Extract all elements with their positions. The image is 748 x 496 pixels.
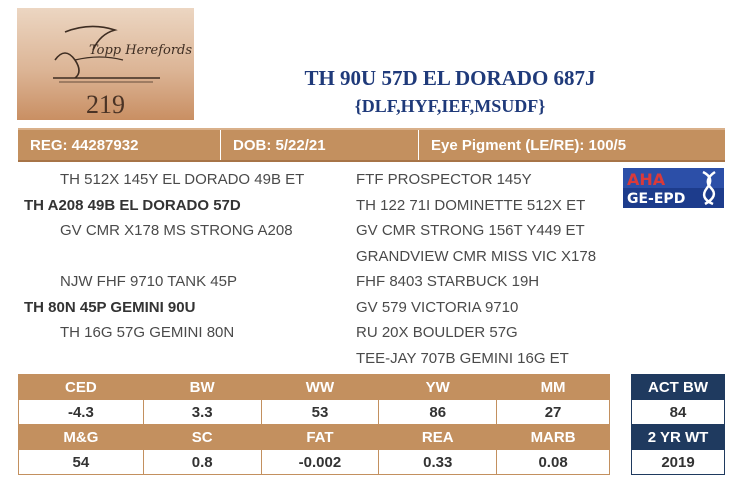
two-yr-wt-value: 2019 (632, 450, 725, 475)
pedigree-sire: TH A208 49B EL DORADO 57D (24, 197, 241, 214)
info-bar (18, 128, 725, 162)
epd-header-ww: WW (261, 375, 379, 400)
epd-value-ced: -4.3 (19, 400, 144, 425)
epd-header-mm: MM (497, 375, 610, 400)
pedigree-ggd-1: TH 122 71I DOMINETTE 512X ET (356, 197, 586, 214)
epd-value-rea: 0.33 (379, 450, 497, 475)
epd-value-marb: 0.08 (497, 450, 610, 475)
genetic-conditions: {DLF,HYF,IEF,MSUDF} (354, 96, 546, 116)
epd-header-mg: M&G (19, 425, 144, 450)
pedigree-dam-dam: TH 16G 57G GEMINI 80N (60, 324, 235, 341)
pedigree-ggd-3: GV 579 VICTORIA 9710 (356, 299, 519, 316)
pedigree-ggs-1: FTF PROSPECTOR 145Y (356, 171, 532, 188)
pedigree-ggd-2: GRANDVIEW CMR MISS VIC X178 (356, 248, 597, 265)
animal-name: TH 90U 57D EL DORADO 687J (304, 66, 596, 90)
topp-herefords-logo (45, 20, 193, 90)
logo-text: Topp Herefords (89, 43, 193, 58)
epd-header-fat: FAT (261, 425, 379, 450)
epd-value-bw: 3.3 (143, 400, 261, 425)
epd-value-fat: -0.002 (261, 450, 379, 475)
actual-weights-table (631, 374, 725, 475)
act-bw-label: ACT BW (632, 375, 725, 400)
epd-header-marb: MARB (497, 425, 610, 450)
logo-block (17, 8, 194, 120)
epd-header-sc: SC (143, 425, 261, 450)
dob: DOB: 5/22/21 (220, 130, 418, 160)
aha-ge-epd-badge (623, 168, 724, 208)
epd-value-sc: 0.8 (143, 450, 261, 475)
act-bw-value: 84 (632, 400, 725, 425)
pedigree-sire-sire: TH 512X 145Y EL DORADO 49B ET (60, 171, 305, 188)
svg-text:AHA: AHA (627, 170, 666, 189)
epd-table (18, 374, 610, 475)
epd-header-rea: REA (379, 425, 497, 450)
epd-header-yw: YW (379, 375, 497, 400)
epd-value-mg: 54 (19, 450, 144, 475)
pedigree-dam-sire: NJW FHF 9710 TANK 45P (60, 273, 237, 290)
epd-header-bw: BW (143, 375, 261, 400)
epd-value-yw: 86 (379, 400, 497, 425)
epd-value-mm: 27 (497, 400, 610, 425)
reg-number: REG: 44287932 (30, 136, 139, 154)
pedigree-sire-dam: GV CMR X178 MS STRONG A208 (60, 222, 293, 239)
pedigree-dam: TH 80N 45P GEMINI 90U (24, 299, 196, 316)
epd-value-ww: 53 (261, 400, 379, 425)
pedigree-ggs-4: RU 20X BOULDER 57G (356, 324, 518, 341)
pedigree-ggd-4: TEE-JAY 707B GEMINI 16G ET (356, 350, 569, 367)
epd-header-ced: CED (19, 375, 144, 400)
two-yr-wt-label: 2 YR WT (632, 425, 725, 450)
eye-pigment: Eye Pigment (LE/RE): 100/5 (418, 130, 725, 160)
lot-number: 219 (86, 90, 125, 119)
svg-text:GE-EPD: GE-EPD (627, 191, 686, 207)
pedigree-ggs-3: FHF 8403 STARBUCK 19H (356, 273, 540, 290)
pedigree-ggs-2: GV CMR STRONG 156T Y449 ET (356, 222, 585, 239)
